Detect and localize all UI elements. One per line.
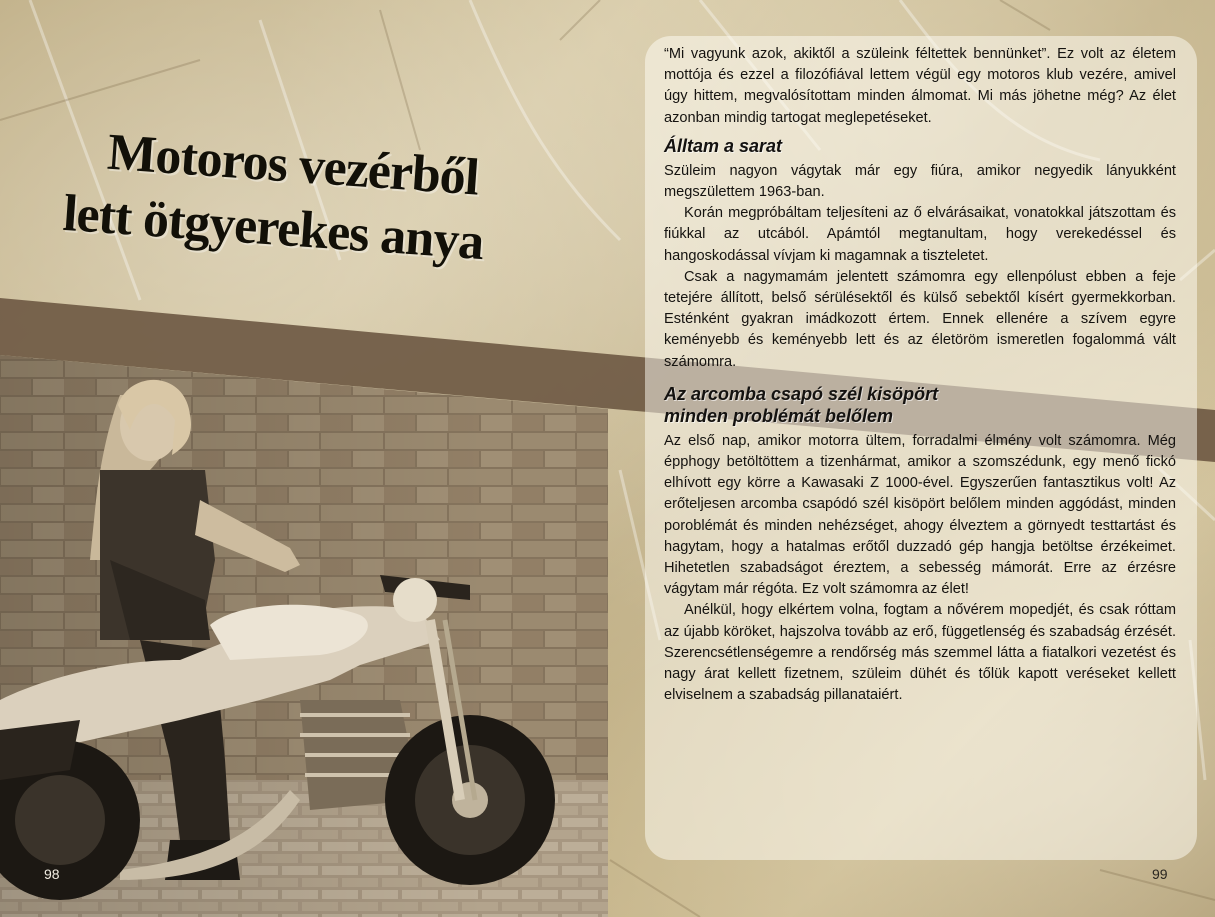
section-heading-2-line-1: Az arcomba csapó szél kisöpört <box>664 383 939 404</box>
section-heading-1: Álltam a sarat <box>664 135 783 156</box>
title-line-2: lett ötgyerekes anya <box>61 184 486 272</box>
paragraph: Csak a nagymamám jelentett számomra egy ellenpólust ebben a feje tetejére állított, belső sérülésektől és külső sebektől kísért gyermekkorban. Esténként gyakran imádkozott értem. Ennek ellenére a szívem egyre keményebb és keményebb lett és az életöröm ismeretlen fogalommá vált számomra. <box>664 268 1176 370</box>
paragraph: Anélkül, hogy elkértem volna, fogtam a nővérem mopedjét, és csak róttam az újabb köröket, hajszolva tovább az erő, függetlenség és szabadság érzését. Szerencsétlenségemre a rendőrség más szemmel látta a fiatalkori vezetést és nagy árat kellett fizetnem, szüleim dühét és tőlük kapott veréseket kellett elviselnem a szabadság pillanataiért. <box>664 602 1176 704</box>
section-heading-2 <box>664 383 1176 427</box>
title-line-1: Motoros vezérből <box>105 123 481 207</box>
paragraph: Az első nap, amikor motorra ültem, forradalmi élmény volt számomra. Még épphogy betöltöttem a tizenhármat, amikor a szomszédunk, egy menő fickó elhívott egy körre a Kawasaki Z 1000-ével. Egyszerűen fantasztikus volt! Az erőteljesen arcomba csapódó szél kisöpört belőlem minden aggódást, minden poroblémát és minden nehézséget, ahogy élveztem a görnyedt testtartást és hagytam, hogy a hatalmas erőtől duzzadó gép hangja betöltse érzékeimet. Hihetetlen szabadságot éreztem, a sebesség mámorát. Erre az érzésre vágytam már régóta. Ez volt számomra az élet! <box>664 432 1176 598</box>
page-number-right: 99 <box>1152 866 1168 882</box>
section-heading-2-line-2: minden problémát belőlem <box>664 405 894 426</box>
paragraph: Szüleim nagyon vágytak már egy fiúra, amikor negyedik lányukként megszülettem 1963-ban. <box>664 162 1176 201</box>
paragraph: Korán megpróbáltam teljesíteni az ő elvárásaikat, vonatokkal játszottam és fiúkkal az utcából. Apámtól megtanultam, hogy verekedéssel és hangoskodással vívjam ki magamnak a tiszteletet. <box>664 205 1176 264</box>
article-body <box>664 44 1176 706</box>
intro-paragraph: “Mi vagyunk azok, akiktől a szüleink féltettek bennünket”. Ez volt az életem mottója és ezzel a filozófiával lettem végül egy motoros klub vezére, amivel úgy hittem, megvalósítottam minden álmomat. Mi más jöhetne még? Az élet azonban mindig tartogat meglepetéseket. <box>664 46 1176 126</box>
page-number-left: 98 <box>44 866 60 882</box>
